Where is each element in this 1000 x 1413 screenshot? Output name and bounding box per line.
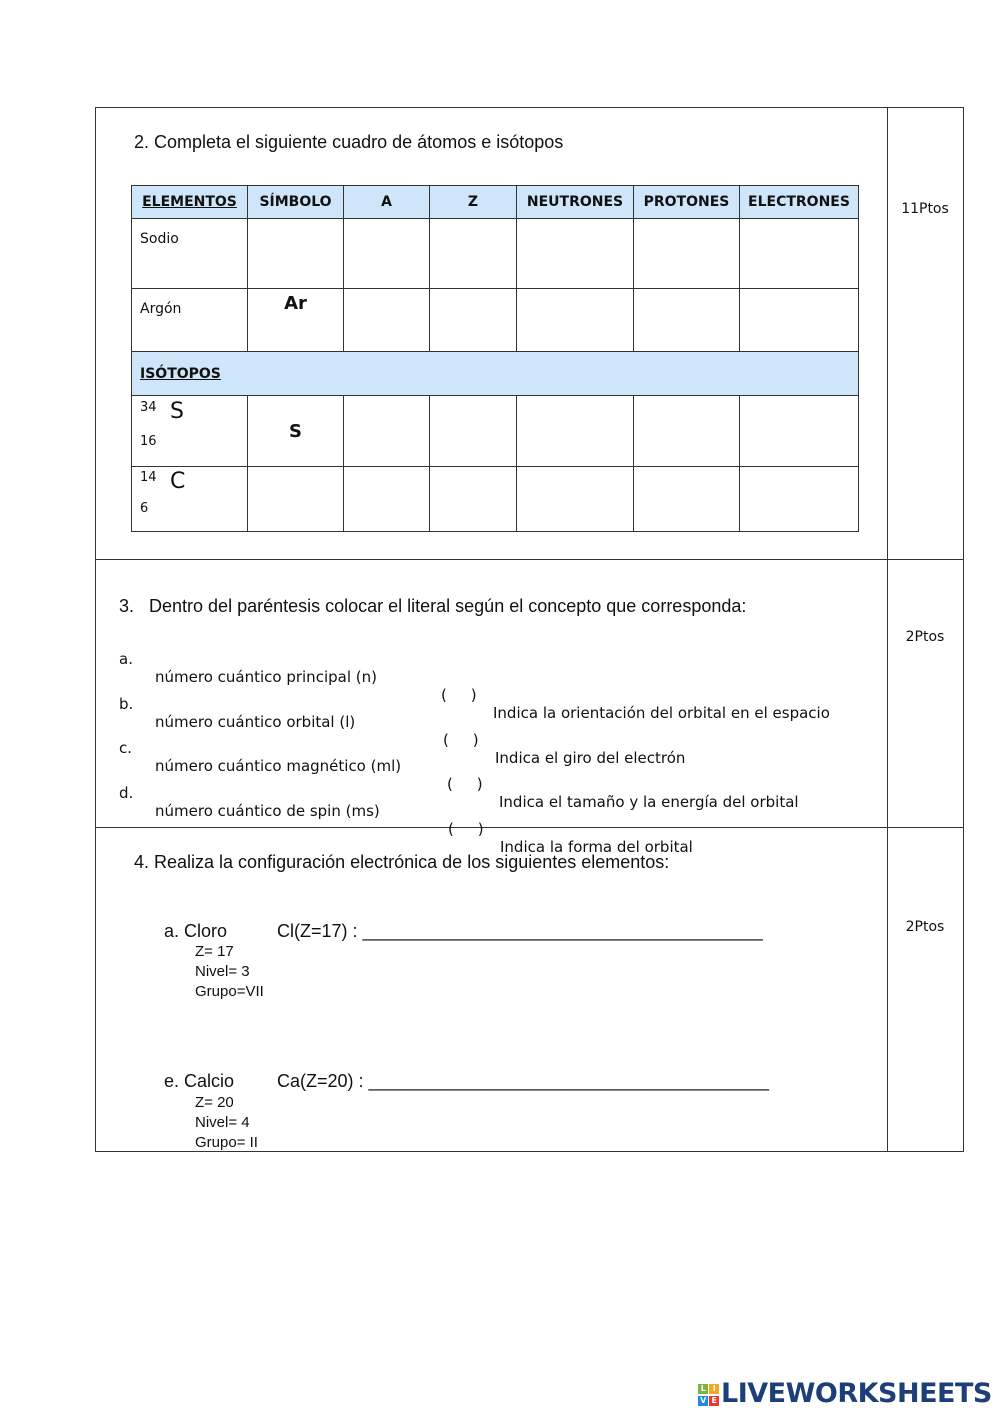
table-row — [132, 219, 859, 289]
logo-letter: E — [709, 1396, 719, 1406]
answer-cell[interactable] — [740, 396, 859, 467]
logo-mark-icon — [698, 1383, 721, 1407]
answer-parenthesis[interactable]: ( ) — [448, 820, 484, 838]
answer-cell[interactable] — [517, 289, 634, 352]
header-cell: SÍMBOLO — [248, 186, 344, 219]
header-cell: ELECTRONES — [740, 186, 859, 219]
answer-cell[interactable] — [740, 289, 859, 352]
answer-parenthesis[interactable]: ( ) — [443, 731, 479, 749]
table-header-row — [132, 186, 859, 219]
logo-letter: I — [709, 1384, 719, 1394]
row-divider — [95, 827, 964, 828]
header-cell: PROTONES — [634, 186, 740, 219]
header-cell: A — [344, 186, 430, 219]
answer-cell[interactable] — [517, 467, 634, 532]
atomic-number: 6 — [140, 501, 149, 516]
row-divider — [95, 559, 964, 560]
table-row — [132, 289, 859, 352]
answer-cell[interactable] — [248, 219, 344, 289]
isotope-cell — [132, 467, 248, 532]
answer-cell[interactable] — [344, 396, 430, 467]
grupo-value: Grupo=VII — [195, 983, 264, 1000]
answer-cell[interactable] — [634, 219, 740, 289]
logo-letter: V — [698, 1396, 708, 1406]
frame-left — [95, 107, 96, 1152]
item-letter: c. — [119, 739, 133, 757]
answer-cell[interactable] — [740, 219, 859, 289]
z-value: Z= 17 — [195, 943, 234, 960]
z-value: Z= 20 — [195, 1094, 234, 1111]
symbol-cell: S — [248, 396, 344, 467]
answer-parenthesis[interactable]: ( ) — [441, 686, 477, 704]
isotopes-header-row — [132, 352, 859, 396]
frame-top — [95, 107, 964, 108]
nivel-value: Nivel= 4 — [195, 1114, 250, 1131]
question-2-title: 2. Completa el siguiente cuadro de átomos e isótopos — [134, 132, 564, 152]
grupo-value: Grupo= II — [195, 1134, 258, 1151]
answer-cell[interactable] — [740, 467, 859, 532]
answer-cell[interactable] — [430, 289, 517, 352]
logo-letter: L — [698, 1384, 708, 1394]
item-concept: número cuántico orbital (l) — [155, 713, 356, 731]
atomic-number: 16 — [140, 434, 157, 449]
isotopes-header: ISÓTOPOS — [132, 352, 859, 396]
item-concept: número cuántico principal (n) — [155, 668, 377, 686]
element-info — [195, 1093, 258, 1153]
liveworksheets-logo — [698, 1378, 992, 1409]
item-letter: d. — [119, 784, 134, 802]
question-4-points: 2Ptos — [905, 919, 945, 935]
element-info — [195, 942, 264, 1002]
mass-number: 34 — [140, 400, 157, 415]
answer-cell[interactable] — [517, 219, 634, 289]
question-3-title: 3. Dentro del paréntesis colocar el literal según el concepto que corresponda: — [119, 596, 747, 616]
answer-cell[interactable] — [634, 289, 740, 352]
answer-cell[interactable] — [634, 467, 740, 532]
item-definition: Indica la orientación del orbital en el espacio — [493, 704, 830, 722]
element-cell: Argón — [132, 289, 248, 352]
answer-cell[interactable] — [517, 396, 634, 467]
atoms-table — [131, 185, 859, 532]
answer-cell[interactable] — [344, 289, 430, 352]
item-letter: b. — [119, 695, 134, 713]
header-cell: NEUTRONES — [517, 186, 634, 219]
item-letter: a. — [119, 650, 133, 668]
question-4-title: 4. Realiza la configuración electrónica de los siguientes elementos: — [134, 852, 670, 872]
answer-parenthesis[interactable]: ( ) — [447, 775, 483, 793]
answer-cell[interactable] — [344, 219, 430, 289]
configuration-answer-line[interactable]: Ca(Z=20) : ________________________________________ — [277, 1071, 769, 1091]
nivel-value: Nivel= 3 — [195, 963, 250, 980]
item-definition: Indica el giro del electrón — [495, 749, 686, 767]
mass-number: 14 — [140, 470, 157, 485]
answer-cell[interactable] — [344, 467, 430, 532]
symbol-cell: Ar — [248, 289, 344, 352]
frame-right — [963, 107, 964, 1152]
answer-cell[interactable] — [430, 467, 517, 532]
item-concept: número cuántico magnético (ml) — [155, 757, 402, 775]
item-concept: número cuántico de spin (ms) — [155, 802, 380, 820]
answer-cell[interactable] — [634, 396, 740, 467]
isotope-letter: S — [170, 399, 184, 424]
header-cell: ELEMENTOS — [132, 186, 248, 219]
isotope-cell — [132, 396, 248, 467]
question-2-points: 11Ptos — [901, 201, 949, 217]
element-cell: Sodio — [132, 219, 248, 289]
table-row — [132, 467, 859, 532]
element-label: e. Calcio — [164, 1071, 235, 1091]
logo-text: LIVEWORKSHEETS — [721, 1378, 992, 1409]
item-definition: Indica la forma del orbital — [500, 838, 693, 856]
element-label: a. Cloro — [164, 921, 228, 941]
item-definition: Indica el tamaño y la energía del orbital — [499, 793, 799, 811]
configuration-answer-line[interactable]: Cl(Z=17) : ________________________________________ — [277, 921, 763, 941]
answer-cell[interactable] — [430, 219, 517, 289]
table-row — [132, 396, 859, 467]
question-3-points: 2Ptos — [905, 629, 945, 645]
isotope-letter: C — [170, 469, 186, 494]
answer-cell[interactable] — [430, 396, 517, 467]
answer-cell[interactable] — [248, 467, 344, 532]
header-cell: Z — [430, 186, 517, 219]
